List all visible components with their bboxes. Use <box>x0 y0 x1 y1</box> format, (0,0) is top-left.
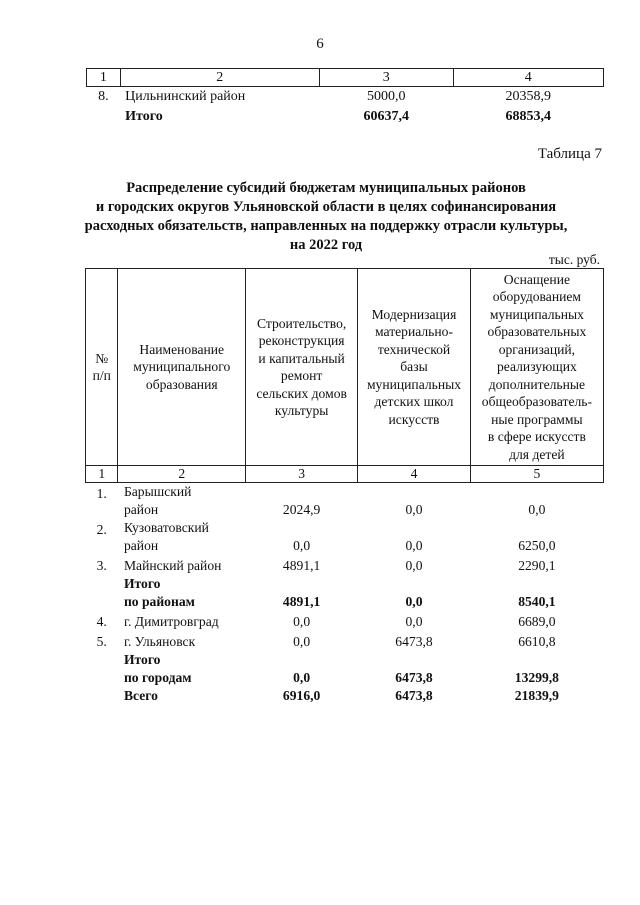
row-value: 6473,8 <box>395 688 433 703</box>
col-number: 4 <box>453 69 603 87</box>
header-cell-name <box>118 269 246 466</box>
row-value: 6610,8 <box>518 634 556 649</box>
row-value: 6250,0 <box>518 538 556 553</box>
total-row <box>86 687 604 705</box>
title-line: Распределение субсидий бюджетам муниципальных районов <box>126 180 526 196</box>
header-cell-modernization <box>358 269 471 466</box>
row-value: 0,0 <box>405 614 423 629</box>
col-number: 4 <box>358 466 471 483</box>
row-value: 4891,1 <box>282 594 321 609</box>
col-number: 3 <box>246 466 358 483</box>
header-line: общеобразователь- <box>481 394 593 410</box>
header-line: дополнительные <box>488 376 586 392</box>
table-row <box>86 483 604 520</box>
row-number: 1. <box>96 486 107 501</box>
row-number <box>86 575 118 611</box>
header-line: муниципального <box>133 359 231 375</box>
table-body <box>86 483 604 706</box>
header-line: технической <box>377 341 451 357</box>
total-row <box>86 651 604 687</box>
header-line: оборудованием <box>492 289 582 305</box>
header-cell-number <box>86 269 118 466</box>
row-name-line: Кузоватовский <box>123 520 209 535</box>
header-line: Модернизация <box>371 306 457 322</box>
header-line: сельских домов <box>256 385 347 401</box>
row-value: 0,0 <box>293 538 311 553</box>
row-number <box>86 651 118 687</box>
row-number: 3. <box>96 558 107 573</box>
row-name-line: Барышский <box>123 484 192 499</box>
header-cell-construction <box>246 269 358 466</box>
col-number: 3 <box>319 69 453 87</box>
col-number: 1 <box>87 69 121 87</box>
row-value: 0,0 <box>528 502 546 517</box>
row-name-line: Итого <box>123 652 161 667</box>
row-name: Итого <box>125 109 163 124</box>
row-name <box>118 651 246 687</box>
row-value: 6689,0 <box>518 614 556 629</box>
row-value: 20358,9 <box>505 89 552 104</box>
header-line: образовательных <box>487 324 587 340</box>
table-row <box>86 555 604 575</box>
header-line: культуры <box>274 403 329 418</box>
header-line: и капитальный <box>258 350 345 366</box>
row-value: 60637,4 <box>363 109 409 124</box>
row-value: 13299,8 <box>514 670 559 685</box>
row-value: 8540,1 <box>518 594 556 609</box>
col-number: 2 <box>120 69 319 87</box>
units-label: тыс. руб. <box>548 252 600 267</box>
page-number: 6 <box>316 36 324 52</box>
row-value: 0,0 <box>405 558 423 573</box>
row-name <box>118 631 246 651</box>
row-number: 5. <box>96 634 107 649</box>
header-line: образования <box>145 376 218 392</box>
header-line: Наименование <box>139 341 225 357</box>
row-value: 6916,0 <box>282 688 321 703</box>
table-title <box>80 179 572 255</box>
header-line: муниципальных <box>489 306 584 322</box>
header-line: реализующих <box>496 359 577 375</box>
row-name-line: район <box>123 538 159 553</box>
row-number: 4. <box>96 614 107 629</box>
row-name-line: Всего <box>123 688 158 703</box>
row-value: 0,0 <box>293 614 311 629</box>
header-line: реконструкция <box>258 333 345 348</box>
header-cell-equipment <box>470 269 603 466</box>
header-line: искусств <box>388 411 440 427</box>
header-line: муниципальных <box>366 376 462 392</box>
row-value: 0,0 <box>293 634 311 649</box>
col-number: 5 <box>470 466 603 483</box>
row-number: 2. <box>96 522 107 537</box>
table-row <box>86 519 604 555</box>
row-value: 6473,8 <box>395 634 433 649</box>
header-line: детских школ <box>374 394 454 410</box>
header-line: Оснащение <box>503 271 571 287</box>
row-value: 0,0 <box>405 538 423 553</box>
column-number-row <box>86 466 604 483</box>
col-number: 1 <box>86 466 118 483</box>
header-line: организаций, <box>498 341 576 357</box>
table-row <box>86 631 604 651</box>
row-value: 0,0 <box>405 502 423 517</box>
row-number <box>86 687 118 705</box>
row-value: 21839,9 <box>514 688 559 703</box>
row-name-line: по районам <box>123 594 195 609</box>
row-name <box>118 575 246 611</box>
header-line: Строительство, <box>256 315 347 331</box>
total-row <box>87 107 604 127</box>
row-value: 68853,4 <box>505 109 552 124</box>
header-line: для детей <box>509 446 565 462</box>
title-line: и городских округов Ульяновской области в целях софинансирования <box>95 199 557 215</box>
row-name <box>118 519 246 555</box>
row-name-line: район <box>123 502 159 517</box>
header-line: материально- <box>375 324 453 340</box>
header-line: базы <box>400 359 428 375</box>
row-value: 5000,0 <box>367 89 406 104</box>
row-name <box>118 611 246 631</box>
row-name-line: г. Димитровград <box>123 614 219 629</box>
header-line: в сфере искусств <box>487 429 586 445</box>
row-value: 6473,8 <box>395 670 433 685</box>
row-name-line: по городам <box>123 670 192 685</box>
col-number: 2 <box>118 466 246 483</box>
title-line: расходных обязательств, направленных на поддержку отрасли культуры, <box>84 218 568 234</box>
row-name <box>118 483 246 520</box>
continuation-table <box>86 68 604 127</box>
header-line: № <box>95 350 109 366</box>
subsidy-table <box>85 268 604 705</box>
header-line: ные программы <box>491 411 583 427</box>
table-row <box>86 611 604 631</box>
header-line: ремонт <box>280 368 323 383</box>
row-name-line: Майнский район <box>123 558 222 573</box>
row-value: 4891,1 <box>282 558 321 573</box>
row-name <box>118 555 246 575</box>
row-name <box>118 687 246 705</box>
row-name-line: г. Ульяновск <box>123 634 196 649</box>
header-row <box>86 269 604 466</box>
row-number: 8. <box>98 89 109 104</box>
title-line: на 2022 год <box>289 237 363 253</box>
column-number-row <box>87 69 604 87</box>
row-value: 0,0 <box>293 670 311 685</box>
row-value: 2290,1 <box>518 558 556 573</box>
header-line: п/п <box>92 368 111 383</box>
row-name: Цильнинский район <box>125 89 246 104</box>
row-number <box>87 107 121 127</box>
row-name-line: Итого <box>123 576 161 591</box>
row-value: 0,0 <box>405 594 423 609</box>
table-row <box>87 87 604 108</box>
total-row <box>86 575 604 611</box>
row-value: 2024,9 <box>282 502 321 517</box>
table-label: Таблица 7 <box>537 146 602 162</box>
